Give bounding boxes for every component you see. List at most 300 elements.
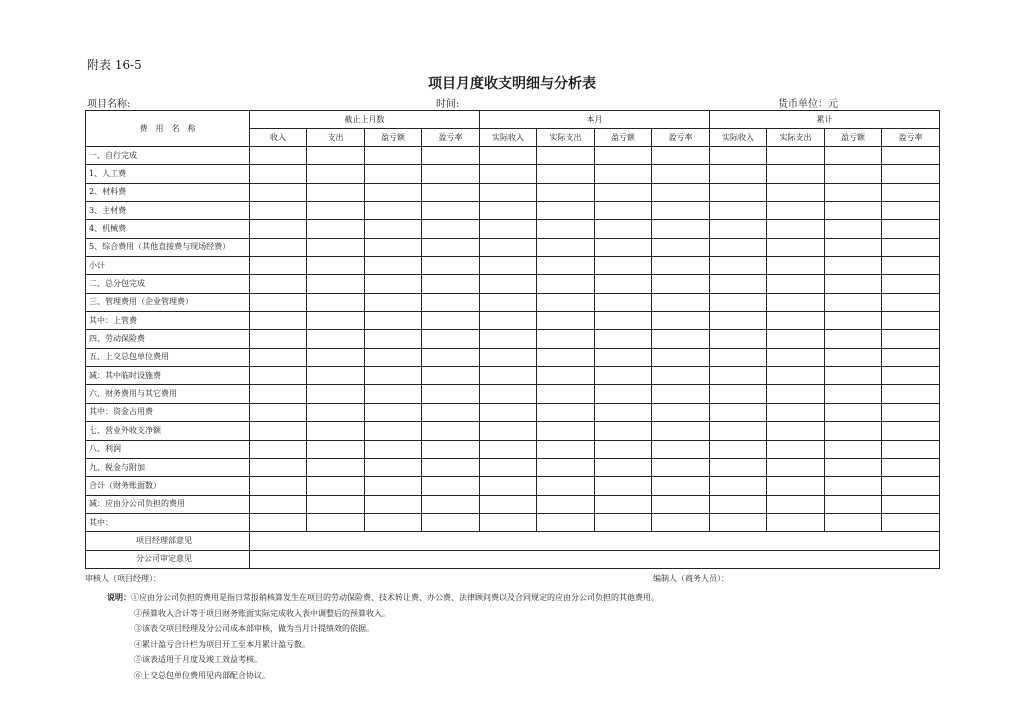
row-label: 3、主材费	[86, 202, 250, 220]
column-header: 盈亏率	[882, 129, 940, 147]
value-cell[interactable]	[422, 220, 480, 238]
value-cell[interactable]	[595, 422, 652, 440]
note-item: ⑤该表适用于月度及竣工效益考核。	[134, 655, 262, 665]
value-cell[interactable]	[480, 183, 537, 201]
value-cell[interactable]	[595, 385, 652, 403]
value-cell[interactable]	[250, 348, 307, 366]
value-cell[interactable]	[595, 165, 652, 183]
value-cell[interactable]	[422, 183, 480, 201]
value-cell[interactable]	[365, 147, 422, 165]
group-header: 累计	[710, 111, 940, 129]
value-cell[interactable]	[882, 513, 940, 531]
value-cell[interactable]	[250, 330, 307, 348]
value-cell[interactable]	[480, 220, 537, 238]
value-cell[interactable]	[825, 165, 882, 183]
value-cell[interactable]	[825, 367, 882, 385]
value-cell[interactable]	[307, 330, 365, 348]
value-cell[interactable]	[307, 202, 365, 220]
value-cell[interactable]	[710, 348, 767, 366]
value-cell[interactable]	[365, 422, 422, 440]
currency-label: 货币单位：元	[778, 99, 838, 110]
value-cell[interactable]	[652, 330, 710, 348]
value-cell[interactable]	[480, 147, 537, 165]
value-cell[interactable]	[882, 495, 940, 513]
value-cell[interactable]	[537, 403, 595, 421]
value-cell[interactable]	[825, 202, 882, 220]
table-row	[86, 367, 940, 385]
value-cell[interactable]	[710, 495, 767, 513]
row-label: 5、综合费用（其他直接费与现场经费）	[86, 238, 250, 256]
value-cell[interactable]	[652, 220, 710, 238]
value-cell[interactable]	[710, 202, 767, 220]
value-cell[interactable]	[767, 330, 825, 348]
value-cell[interactable]	[710, 183, 767, 201]
value-cell[interactable]	[422, 293, 480, 311]
value-cell[interactable]	[825, 275, 882, 293]
value-cell[interactable]	[882, 385, 940, 403]
value-cell[interactable]	[250, 220, 307, 238]
opinion-label: 分公司审定意见	[86, 550, 250, 568]
value-cell[interactable]	[825, 385, 882, 403]
value-cell[interactable]	[307, 257, 365, 275]
value-cell[interactable]	[652, 513, 710, 531]
expense-table	[85, 110, 940, 569]
value-cell[interactable]	[480, 330, 537, 348]
value-cell[interactable]	[882, 183, 940, 201]
value-cell[interactable]	[882, 202, 940, 220]
value-cell[interactable]	[422, 165, 480, 183]
value-cell[interactable]	[537, 458, 595, 476]
value-cell[interactable]	[825, 348, 882, 366]
value-cell[interactable]	[825, 477, 882, 495]
value-cell[interactable]	[595, 220, 652, 238]
value-cell[interactable]	[365, 183, 422, 201]
value-cell[interactable]	[307, 367, 365, 385]
value-cell[interactable]	[710, 458, 767, 476]
value-cell[interactable]	[652, 257, 710, 275]
value-cell[interactable]	[307, 183, 365, 201]
value-cell[interactable]	[307, 440, 365, 458]
value-cell[interactable]	[595, 312, 652, 330]
value-cell[interactable]	[882, 403, 940, 421]
value-cell[interactable]	[422, 275, 480, 293]
value-cell[interactable]	[537, 385, 595, 403]
value-cell[interactable]	[537, 330, 595, 348]
value-cell[interactable]	[480, 257, 537, 275]
value-cell[interactable]	[250, 202, 307, 220]
value-cell[interactable]	[882, 293, 940, 311]
value-cell[interactable]	[307, 403, 365, 421]
value-cell[interactable]	[480, 367, 537, 385]
value-cell[interactable]	[710, 165, 767, 183]
value-cell[interactable]	[250, 238, 307, 256]
value-cell[interactable]	[767, 238, 825, 256]
value-cell[interactable]	[652, 422, 710, 440]
expense-name-header: 费 用 名 称	[86, 111, 250, 147]
value-cell[interactable]	[767, 312, 825, 330]
value-cell[interactable]	[307, 458, 365, 476]
value-cell[interactable]	[480, 495, 537, 513]
value-cell[interactable]	[365, 257, 422, 275]
value-cell[interactable]	[480, 440, 537, 458]
value-cell[interactable]	[767, 257, 825, 275]
table-row	[86, 293, 940, 311]
value-cell[interactable]	[710, 403, 767, 421]
value-cell[interactable]	[767, 477, 825, 495]
value-cell[interactable]	[480, 422, 537, 440]
value-cell[interactable]	[882, 477, 940, 495]
value-cell[interactable]	[365, 403, 422, 421]
value-cell[interactable]	[307, 165, 365, 183]
value-cell[interactable]	[652, 202, 710, 220]
value-cell[interactable]	[365, 458, 422, 476]
value-cell[interactable]	[652, 275, 710, 293]
value-cell[interactable]	[882, 147, 940, 165]
value-cell[interactable]	[422, 367, 480, 385]
value-cell[interactable]	[767, 367, 825, 385]
value-cell[interactable]	[250, 147, 307, 165]
value-cell[interactable]	[710, 257, 767, 275]
column-header: 支出	[307, 129, 365, 147]
value-cell[interactable]	[710, 238, 767, 256]
value-cell[interactable]	[307, 513, 365, 531]
value-cell[interactable]	[480, 275, 537, 293]
value-cell[interactable]	[307, 348, 365, 366]
value-cell[interactable]	[365, 293, 422, 311]
row-label: 七、营业外收支净额	[86, 422, 250, 440]
row-label: 六、财务费用与其它费用	[86, 385, 250, 403]
time-label: 时间:	[436, 99, 460, 110]
value-cell[interactable]	[480, 238, 537, 256]
value-cell[interactable]	[422, 257, 480, 275]
value-cell[interactable]	[307, 275, 365, 293]
value-cell[interactable]	[422, 403, 480, 421]
value-cell[interactable]	[365, 385, 422, 403]
value-cell[interactable]	[595, 293, 652, 311]
value-cell[interactable]	[480, 403, 537, 421]
value-cell[interactable]	[537, 422, 595, 440]
value-cell[interactable]	[250, 477, 307, 495]
row-label: 4、机械费	[86, 220, 250, 238]
value-cell[interactable]	[422, 330, 480, 348]
value-cell[interactable]	[307, 293, 365, 311]
value-cell[interactable]	[537, 312, 595, 330]
value-cell[interactable]	[422, 495, 480, 513]
value-cell[interactable]	[767, 220, 825, 238]
value-cell[interactable]	[537, 275, 595, 293]
value-cell[interactable]	[365, 348, 422, 366]
value-cell[interactable]	[537, 238, 595, 256]
value-cell[interactable]	[652, 458, 710, 476]
value-cell[interactable]	[825, 458, 882, 476]
value-cell[interactable]	[767, 165, 825, 183]
value-cell[interactable]	[537, 440, 595, 458]
value-cell[interactable]	[595, 275, 652, 293]
value-cell[interactable]	[710, 330, 767, 348]
column-header: 盈亏率	[652, 129, 710, 147]
value-cell[interactable]	[365, 477, 422, 495]
table-row	[86, 403, 940, 421]
value-cell[interactable]	[710, 440, 767, 458]
value-cell[interactable]	[537, 257, 595, 275]
value-cell[interactable]	[882, 220, 940, 238]
value-cell[interactable]	[825, 440, 882, 458]
value-cell[interactable]	[595, 202, 652, 220]
note-item: ③该表交项目经理及分公司成本部审核，做为当月计提绩效的依据。	[134, 624, 374, 634]
value-cell[interactable]	[825, 183, 882, 201]
value-cell[interactable]	[480, 348, 537, 366]
value-cell[interactable]	[882, 367, 940, 385]
value-cell[interactable]	[767, 202, 825, 220]
value-cell[interactable]	[767, 422, 825, 440]
value-cell[interactable]	[480, 293, 537, 311]
value-cell[interactable]	[882, 165, 940, 183]
value-cell[interactable]	[767, 495, 825, 513]
note-item: ⑥上交总包单位费用见内部配合协议。	[134, 670, 270, 680]
value-cell[interactable]	[250, 275, 307, 293]
opinion-field[interactable]	[250, 550, 940, 568]
value-cell[interactable]	[422, 440, 480, 458]
value-cell[interactable]	[595, 458, 652, 476]
value-cell[interactable]	[595, 477, 652, 495]
value-cell[interactable]	[882, 257, 940, 275]
value-cell[interactable]	[767, 183, 825, 201]
value-cell[interactable]	[652, 147, 710, 165]
value-cell[interactable]	[825, 495, 882, 513]
value-cell[interactable]	[480, 165, 537, 183]
value-cell[interactable]	[825, 312, 882, 330]
value-cell[interactable]	[365, 220, 422, 238]
value-cell[interactable]	[767, 513, 825, 531]
value-cell[interactable]	[882, 422, 940, 440]
value-cell[interactable]	[595, 348, 652, 366]
header-row-groups	[86, 111, 940, 129]
value-cell[interactable]	[825, 422, 882, 440]
value-cell[interactable]	[250, 422, 307, 440]
value-cell[interactable]	[767, 275, 825, 293]
value-cell[interactable]	[710, 367, 767, 385]
value-cell[interactable]	[825, 220, 882, 238]
value-cell[interactable]	[250, 293, 307, 311]
value-cell[interactable]	[537, 165, 595, 183]
value-cell[interactable]	[710, 293, 767, 311]
value-cell[interactable]	[767, 348, 825, 366]
value-cell[interactable]	[767, 293, 825, 311]
table-row	[86, 348, 940, 366]
column-header: 盈亏率	[422, 129, 480, 147]
value-cell[interactable]	[537, 348, 595, 366]
value-cell[interactable]	[480, 458, 537, 476]
table-row	[86, 202, 940, 220]
row-label: 一、自行完成	[86, 147, 250, 165]
value-cell[interactable]	[882, 238, 940, 256]
value-cell[interactable]	[365, 238, 422, 256]
value-cell[interactable]	[767, 147, 825, 165]
row-label: 其中：上管费	[86, 312, 250, 330]
row-label: 八、利润	[86, 440, 250, 458]
opinion-field[interactable]	[250, 532, 940, 550]
row-label: 减：其中临时设施费	[86, 367, 250, 385]
value-cell[interactable]	[652, 367, 710, 385]
value-cell[interactable]	[365, 202, 422, 220]
value-cell[interactable]	[422, 422, 480, 440]
value-cell[interactable]	[307, 238, 365, 256]
value-cell[interactable]	[537, 293, 595, 311]
value-cell[interactable]	[767, 385, 825, 403]
document-title: 项目月度收支明细与分析表	[428, 76, 596, 92]
value-cell[interactable]	[825, 238, 882, 256]
value-cell[interactable]	[882, 275, 940, 293]
group-header: 本月	[480, 111, 710, 129]
opinion-label: 项目经理部意见	[86, 532, 250, 550]
value-cell[interactable]	[652, 495, 710, 513]
value-cell[interactable]	[595, 147, 652, 165]
value-cell[interactable]	[595, 257, 652, 275]
value-cell[interactable]	[250, 257, 307, 275]
value-cell[interactable]	[480, 202, 537, 220]
table-row	[86, 165, 940, 183]
value-cell[interactable]	[595, 238, 652, 256]
value-cell[interactable]	[537, 513, 595, 531]
value-cell[interactable]	[422, 202, 480, 220]
value-cell[interactable]	[710, 220, 767, 238]
value-cell[interactable]	[250, 513, 307, 531]
value-cell[interactable]	[365, 440, 422, 458]
value-cell[interactable]	[422, 238, 480, 256]
row-label: 减：应由分公司负担的费用	[86, 495, 250, 513]
value-cell[interactable]	[652, 238, 710, 256]
value-cell[interactable]	[422, 513, 480, 531]
value-cell[interactable]	[250, 495, 307, 513]
value-cell[interactable]	[825, 147, 882, 165]
value-cell[interactable]	[767, 403, 825, 421]
value-cell[interactable]	[422, 385, 480, 403]
value-cell[interactable]	[882, 440, 940, 458]
value-cell[interactable]	[537, 367, 595, 385]
value-cell[interactable]	[825, 513, 882, 531]
value-cell[interactable]	[365, 165, 422, 183]
value-cell[interactable]	[250, 458, 307, 476]
value-cell[interactable]	[767, 458, 825, 476]
value-cell[interactable]	[537, 495, 595, 513]
row-label: 2、材料费	[86, 183, 250, 201]
value-cell[interactable]	[250, 367, 307, 385]
table-row	[86, 220, 940, 238]
value-cell[interactable]	[595, 495, 652, 513]
value-cell[interactable]	[537, 220, 595, 238]
value-cell[interactable]	[652, 312, 710, 330]
value-cell[interactable]	[652, 385, 710, 403]
project-name-label: 项目名称:	[87, 99, 131, 110]
value-cell[interactable]	[422, 348, 480, 366]
value-cell[interactable]	[767, 440, 825, 458]
value-cell[interactable]	[307, 220, 365, 238]
value-cell[interactable]	[480, 312, 537, 330]
value-cell[interactable]	[365, 495, 422, 513]
value-cell[interactable]	[537, 202, 595, 220]
value-cell[interactable]	[652, 165, 710, 183]
value-cell[interactable]	[365, 330, 422, 348]
value-cell[interactable]	[365, 513, 422, 531]
column-header: 盈亏额	[595, 129, 652, 147]
value-cell[interactable]	[307, 385, 365, 403]
value-cell[interactable]	[365, 275, 422, 293]
value-cell[interactable]	[595, 440, 652, 458]
value-cell[interactable]	[710, 312, 767, 330]
value-cell[interactable]	[652, 440, 710, 458]
note-item: ②预算收入合计等于项目财务账面实际完成收入表中调整后的预算收入。	[134, 608, 390, 618]
row-label: 其中：资金占用费	[86, 403, 250, 421]
value-cell[interactable]	[537, 147, 595, 165]
value-cell[interactable]	[595, 367, 652, 385]
value-cell[interactable]	[882, 458, 940, 476]
value-cell[interactable]	[595, 403, 652, 421]
value-cell[interactable]	[250, 312, 307, 330]
value-cell[interactable]	[480, 513, 537, 531]
value-cell[interactable]	[710, 385, 767, 403]
value-cell[interactable]	[250, 165, 307, 183]
value-cell[interactable]	[250, 183, 307, 201]
value-cell[interactable]	[250, 440, 307, 458]
value-cell[interactable]	[710, 275, 767, 293]
value-cell[interactable]	[365, 367, 422, 385]
value-cell[interactable]	[825, 330, 882, 348]
value-cell[interactable]	[250, 403, 307, 421]
table-row	[86, 275, 940, 293]
value-cell[interactable]	[537, 477, 595, 495]
value-cell[interactable]	[652, 477, 710, 495]
value-cell[interactable]	[825, 257, 882, 275]
value-cell[interactable]	[422, 458, 480, 476]
row-label: 三、管理费用（企业管理费）	[86, 293, 250, 311]
value-cell[interactable]	[595, 330, 652, 348]
value-cell[interactable]	[882, 348, 940, 366]
value-cell[interactable]	[307, 422, 365, 440]
appendix-label: 附表 16-5	[87, 58, 142, 72]
value-cell[interactable]	[422, 312, 480, 330]
value-cell[interactable]	[825, 293, 882, 311]
value-cell[interactable]	[307, 312, 365, 330]
value-cell[interactable]	[307, 495, 365, 513]
group-header: 截止上月数	[250, 111, 480, 129]
row-label: 1、人工费	[86, 165, 250, 183]
value-cell[interactable]	[595, 513, 652, 531]
value-cell[interactable]	[652, 348, 710, 366]
value-cell[interactable]	[882, 312, 940, 330]
table-row	[86, 147, 940, 165]
value-cell[interactable]	[422, 147, 480, 165]
value-cell[interactable]	[710, 147, 767, 165]
value-cell[interactable]	[825, 403, 882, 421]
value-cell[interactable]	[480, 477, 537, 495]
value-cell[interactable]	[250, 385, 307, 403]
value-cell[interactable]	[365, 312, 422, 330]
value-cell[interactable]	[480, 385, 537, 403]
value-cell[interactable]	[710, 477, 767, 495]
value-cell[interactable]	[652, 293, 710, 311]
value-cell[interactable]	[710, 422, 767, 440]
value-cell[interactable]	[652, 183, 710, 201]
value-cell[interactable]	[307, 147, 365, 165]
value-cell[interactable]	[307, 477, 365, 495]
row-label: 其中：	[86, 513, 250, 531]
value-cell[interactable]	[537, 183, 595, 201]
value-cell[interactable]	[422, 477, 480, 495]
value-cell[interactable]	[595, 183, 652, 201]
value-cell[interactable]	[652, 403, 710, 421]
value-cell[interactable]	[882, 330, 940, 348]
value-cell[interactable]	[710, 513, 767, 531]
